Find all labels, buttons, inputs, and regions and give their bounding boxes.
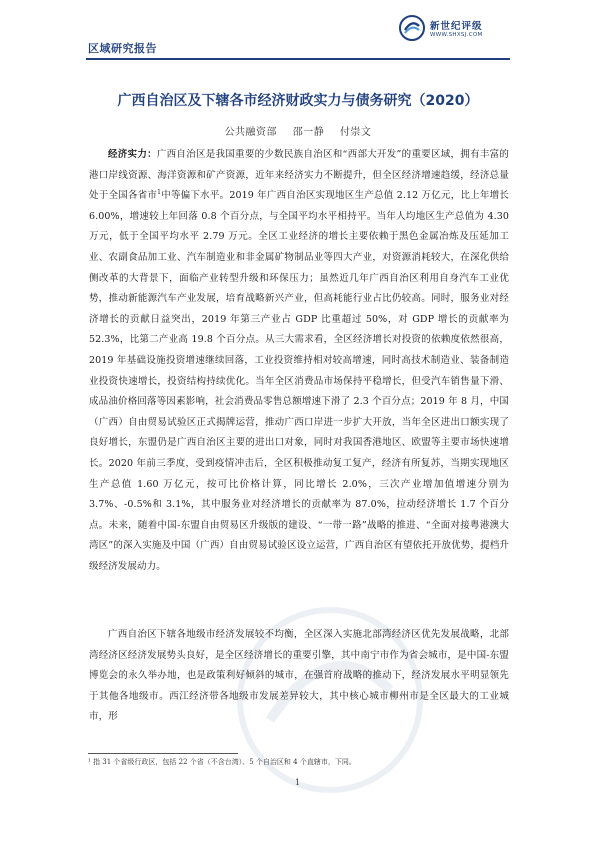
- footnote: ¹ 指 31 个省级行政区，包括 22 个省（不含台湾）、5 个自治区和 4 个直辖市，下同。: [88, 758, 356, 766]
- author-name: 付崇文: [339, 127, 372, 138]
- document-title: 广西自治区及下辖各市经济财政实力与债务研究（2020）: [117, 93, 479, 109]
- logo-emblem-icon: [398, 14, 426, 42]
- section-label: 区域研究报告: [88, 42, 157, 55]
- paragraph-lead: 经济实力：: [108, 149, 157, 160]
- author-line: [86, 123, 510, 138]
- footnote-marker: 1: [157, 189, 162, 197]
- logo-text: 新世纪评级: [430, 21, 483, 32]
- paragraph-text: 广西自治区下辖各地级市经济发展较不均衡，全区深入实施北部湾经济区优先发展战略，北部湾经济区经济发展势头良好，是全区经济增长的重要引擎，其中南宁市作为省会城市，是中国-东盟博览会的永久举办地，也是政策利好倾斜的城市，在强首府战略的推动下，经济发展水平明显领先于其他各地级市。西江经济带各地级市发展差异较大，其中核心城市柳州市是全区最大的工业城市，形: [89, 629, 509, 723]
- author-name: 邵一静: [292, 127, 325, 138]
- paragraph-text: 广西自治区是我国重要的少数民族自治区和“西部大开发”的重要区域，拥有丰富的港口岸线资源、海洋资源和矿产资源，近年来经济实力不断提升，但全区经济增速趋缓，经济总量处于全国各省市: [89, 149, 509, 202]
- page-number: 1: [294, 778, 301, 787]
- footnote-divider: [88, 753, 238, 754]
- company-logo: [398, 12, 508, 52]
- logo-url: WWW.SHXSJ.COM: [430, 32, 483, 38]
- body-paragraph: [89, 625, 509, 728]
- header-divider: [86, 58, 510, 60]
- body-paragraph: [89, 145, 509, 577]
- paragraph-text: 中等偏下水平。2019 年广西自治区实现地区生产总值 2.12 万亿元，比上年增长 6.00%，增速较上年回落 0.8 个百分点，与全国平均水平相持平。当年人均地区生产总值为 4.30 万元，低于全国平均水平 2.79 万元。全区工业经济的增长主要依赖于黑色金属冶炼及压延加工业、农副食品加工业、汽车制造业和非金属矿物制品业等四大产业，对资源消耗较大，在深化供给侧改革的大背景下，面临产业转型升级和环保压力；虽然近几年广西自治区利用自身汽车工业优势，推动新能源汽车产业发展，培育战略新兴产业，但高耗能行业占比仍较高。同时，服务业对经济增长的贡献日益突出，2019 年第三产业占 GDP 比重超过 50%，对 GDP 增长的贡献率为 52.3%，比第二产业高 19.8 个百分点。从三大需求看，全区经济增长对投资的依赖度依然很高，2019 年基础设施投资增速继续回落，工业投资维持相对较高增速，同时高技术制造业、装备制造业投资快速增长，投资结构持续优化。当年全区消费品市场保持平稳增长，但受汽车销售量下滑、成品油价格回落等因素影响，社会消费品零售总额增速下滑了 2.3 个百分点；2019 年 8 月，中国（广西）自由贸易试验区正式揭牌运营，推动广西口岸进一步扩大开放，当年全区进出口额实现了良好增长，东盟仍是广西自治区主要的进出口对象，同时对我国香港地区、欧盟等主要市场快速增长。2020 年前三季度，受到疫情冲击后，全区积极推动复工复产，经济有所复苏，当期实现地区生产总值 1.60 万亿元，按可比价格计算，同比增长 2.0%，三次产业增加值增速分别为 3.7%、-0.5%和 3.1%，其中服务业对经济增长的贡献率为 87.0%，拉动经济增长 1.7 个百分点。未来，随着中国-东盟自由贸易区升级版的建设、“一带一路”战略的推进、“全面对接粤港澳大湾区”的深入实施及中国（广西）自由贸易试验区设立运营，广西自治区有望依托开放优势，提档升级经济发展动力。: [89, 190, 510, 572]
- department-name: 公共融资部: [224, 127, 278, 138]
